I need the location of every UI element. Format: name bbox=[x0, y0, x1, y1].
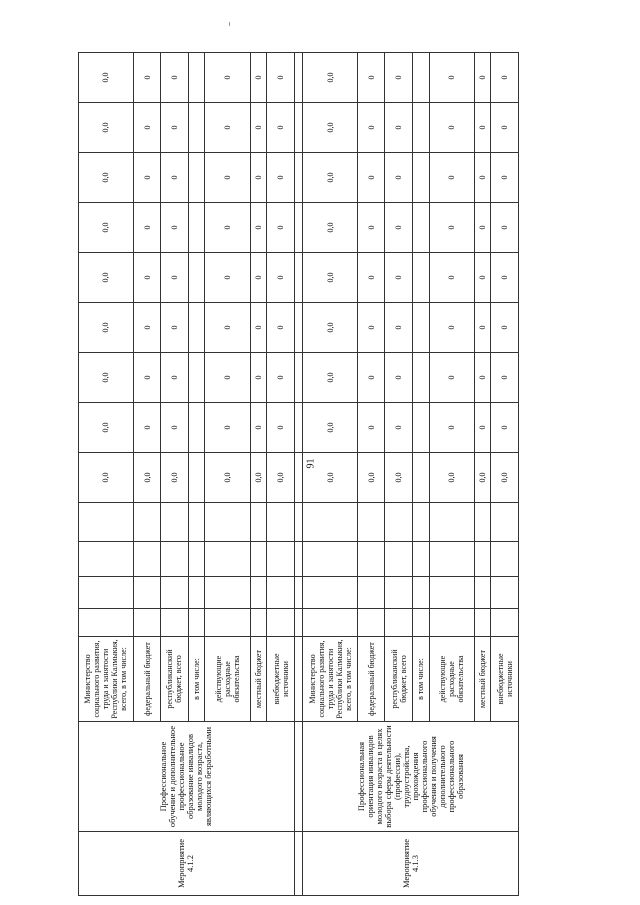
value-cell: 0 bbox=[161, 103, 188, 153]
empty-cell bbox=[79, 577, 134, 609]
empty-cell bbox=[161, 577, 188, 609]
value-cell: 0 bbox=[250, 203, 267, 253]
empty-cell bbox=[303, 577, 358, 609]
value-cell: 0 bbox=[429, 53, 474, 103]
value-cell: 0 bbox=[385, 203, 412, 253]
value-cell: 0 bbox=[161, 53, 188, 103]
value-cell: 0 bbox=[205, 303, 250, 353]
value-cell: 0,0 bbox=[385, 453, 412, 503]
value-cell: 0 bbox=[133, 353, 160, 403]
funding-source: Министерство социального развития, труда и занятости Республики Калмыкия, всего, в том числе: bbox=[303, 637, 358, 722]
empty-cell bbox=[133, 542, 160, 577]
separator-cell bbox=[294, 722, 302, 832]
empty-cell bbox=[133, 609, 160, 637]
value-cell: 0,0 bbox=[491, 453, 519, 503]
empty-cell bbox=[357, 542, 384, 577]
empty-cell bbox=[429, 609, 474, 637]
value-cell: 0 bbox=[250, 253, 267, 303]
value-cell: 0 bbox=[385, 53, 412, 103]
separator-cell bbox=[294, 453, 302, 503]
value-cell: 0 bbox=[357, 303, 384, 353]
value-cell: 0 bbox=[491, 153, 519, 203]
value-cell: 0 bbox=[250, 353, 267, 403]
value-cell: 0 bbox=[250, 153, 267, 203]
value-cell: 0 bbox=[474, 303, 491, 353]
empty-cell bbox=[79, 503, 134, 542]
empty-cell bbox=[250, 577, 267, 609]
value-cell: 0,0 bbox=[303, 453, 358, 503]
empty-cell bbox=[412, 542, 429, 577]
value-cell: 0 bbox=[491, 353, 519, 403]
value-cell: 0 bbox=[474, 103, 491, 153]
empty-cell bbox=[429, 577, 474, 609]
empty-cell bbox=[205, 609, 250, 637]
value-cell: 0 bbox=[385, 253, 412, 303]
empty-cell bbox=[250, 542, 267, 577]
value-cell: 0 bbox=[205, 253, 250, 303]
empty-cell bbox=[412, 609, 429, 637]
value-cell: 0,0 bbox=[250, 453, 267, 503]
value-cell: 0 bbox=[161, 203, 188, 253]
table-row bbox=[79, 53, 134, 896]
empty-cell bbox=[250, 503, 267, 542]
value-cell: 0 bbox=[267, 253, 294, 303]
value-cell bbox=[412, 203, 429, 253]
value-cell bbox=[412, 103, 429, 153]
value-cell bbox=[188, 403, 205, 453]
value-cell: 0 bbox=[385, 353, 412, 403]
value-cell: 0 bbox=[161, 303, 188, 353]
value-cell: 0 bbox=[250, 403, 267, 453]
value-cell bbox=[412, 353, 429, 403]
value-cell: 0 bbox=[267, 203, 294, 253]
empty-cell bbox=[357, 577, 384, 609]
value-cell: 0 bbox=[491, 403, 519, 453]
value-cell: 0 bbox=[161, 353, 188, 403]
value-cell: 0,0 bbox=[79, 253, 134, 303]
value-cell: 0 bbox=[474, 153, 491, 203]
empty-cell bbox=[188, 542, 205, 577]
separator-cell bbox=[294, 253, 302, 303]
value-cell: 0 bbox=[250, 303, 267, 353]
measure-code: Мероприятие 4.1.2 bbox=[79, 832, 295, 896]
value-cell: 0,0 bbox=[267, 453, 294, 503]
value-cell bbox=[188, 353, 205, 403]
value-cell: 0 bbox=[205, 403, 250, 453]
value-cell: 0,0 bbox=[429, 453, 474, 503]
value-cell: 0 bbox=[385, 303, 412, 353]
value-cell: 0 bbox=[205, 153, 250, 203]
empty-cell bbox=[79, 609, 134, 637]
value-cell: 0,0 bbox=[79, 353, 134, 403]
empty-cell bbox=[250, 609, 267, 637]
value-cell: 0,0 bbox=[79, 453, 134, 503]
value-cell: 0,0 bbox=[474, 453, 491, 503]
value-cell: 0 bbox=[205, 353, 250, 403]
empty-cell bbox=[161, 542, 188, 577]
separator-cell bbox=[294, 403, 302, 453]
value-cell: 0,0 bbox=[303, 203, 358, 253]
value-cell: 0,0 bbox=[205, 453, 250, 503]
value-cell: 0 bbox=[357, 103, 384, 153]
empty-cell bbox=[205, 503, 250, 542]
value-cell: 0 bbox=[267, 353, 294, 403]
empty-cell bbox=[161, 503, 188, 542]
value-cell: 0 bbox=[250, 103, 267, 153]
empty-cell bbox=[491, 577, 519, 609]
separator-cell bbox=[294, 53, 302, 103]
value-cell bbox=[188, 203, 205, 253]
measure-name: Профессиональная ориентация инвалидов молодого возраста в целях выбора сферы деятельности (профессии), трудоустройства, прохождения профессионального обучения и получения дополнительного профессионального образования bbox=[303, 722, 519, 832]
empty-cell bbox=[474, 577, 491, 609]
value-cell: 0 bbox=[429, 203, 474, 253]
empty-cell bbox=[474, 503, 491, 542]
funding-source: в том числе: bbox=[188, 637, 205, 722]
value-cell: 0,0 bbox=[303, 353, 358, 403]
value-cell: 0 bbox=[385, 153, 412, 203]
value-cell: 0 bbox=[357, 403, 384, 453]
value-cell: 0,0 bbox=[303, 53, 358, 103]
measure-name: Профессиональное обучение и дополнительное профессиональное образование инвалидов молодого возраста, являющихся безработными bbox=[79, 722, 295, 832]
separator-cell bbox=[294, 577, 302, 609]
funding-source: местный бюджет bbox=[474, 637, 491, 722]
value-cell: 0 bbox=[491, 53, 519, 103]
funding-source: республиканский бюджет, всего bbox=[385, 637, 412, 722]
value-cell bbox=[412, 153, 429, 203]
value-cell bbox=[188, 153, 205, 203]
value-cell: 0 bbox=[161, 153, 188, 203]
value-cell: 0 bbox=[385, 103, 412, 153]
scan-mark bbox=[229, 22, 230, 26]
value-cell bbox=[412, 253, 429, 303]
value-cell bbox=[188, 103, 205, 153]
value-cell bbox=[188, 453, 205, 503]
separator-cell bbox=[294, 637, 302, 722]
value-cell: 0 bbox=[474, 203, 491, 253]
value-cell: 0,0 bbox=[79, 403, 134, 453]
value-cell: 0 bbox=[357, 153, 384, 203]
value-cell: 0 bbox=[267, 53, 294, 103]
value-cell: 0 bbox=[267, 153, 294, 203]
measure-code: Мероприятие 4.1.3 bbox=[303, 832, 519, 896]
empty-cell bbox=[385, 609, 412, 637]
empty-cell bbox=[205, 577, 250, 609]
funding-source: федеральный бюджет bbox=[357, 637, 384, 722]
value-cell: 0 bbox=[429, 153, 474, 203]
value-cell: 0,0 bbox=[79, 303, 134, 353]
value-cell: 0 bbox=[205, 53, 250, 103]
funding-source: Министерство социального развития, труда и занятости Республики Калмыкия, всего, в том числе: bbox=[79, 637, 134, 722]
value-cell: 0 bbox=[385, 403, 412, 453]
value-cell bbox=[188, 253, 205, 303]
funding-source: действующие расходные обязательства bbox=[205, 637, 250, 722]
value-cell: 0,0 bbox=[161, 453, 188, 503]
empty-cell bbox=[133, 503, 160, 542]
value-cell: 0 bbox=[491, 303, 519, 353]
empty-cell bbox=[412, 577, 429, 609]
value-cell bbox=[188, 53, 205, 103]
empty-cell bbox=[303, 503, 358, 542]
value-cell: 0,0 bbox=[303, 153, 358, 203]
empty-cell bbox=[303, 609, 358, 637]
measure-separator bbox=[294, 53, 302, 896]
funding-source: внебюджетные источники bbox=[267, 637, 294, 722]
empty-cell bbox=[385, 542, 412, 577]
value-cell: 0 bbox=[133, 253, 160, 303]
page-number: 91 bbox=[305, 458, 317, 469]
empty-cell bbox=[491, 542, 519, 577]
value-cell: 0 bbox=[357, 353, 384, 403]
value-cell: 0,0 bbox=[303, 103, 358, 153]
separator-cell bbox=[294, 153, 302, 203]
value-cell: 0,0 bbox=[79, 103, 134, 153]
empty-cell bbox=[429, 542, 474, 577]
value-cell: 0 bbox=[133, 103, 160, 153]
value-cell: 0,0 bbox=[303, 303, 358, 353]
value-cell: 0 bbox=[429, 303, 474, 353]
funding-source: внебюджетные источники bbox=[491, 637, 519, 722]
empty-cell bbox=[491, 503, 519, 542]
value-cell: 0 bbox=[267, 103, 294, 153]
separator-cell bbox=[294, 542, 302, 577]
value-cell bbox=[412, 303, 429, 353]
value-cell: 0,0 bbox=[79, 53, 134, 103]
separator-cell bbox=[294, 203, 302, 253]
empty-cell bbox=[267, 542, 294, 577]
value-cell: 0,0 bbox=[303, 403, 358, 453]
empty-cell bbox=[303, 542, 358, 577]
empty-cell bbox=[385, 577, 412, 609]
empty-cell bbox=[412, 503, 429, 542]
value-cell: 0 bbox=[133, 53, 160, 103]
value-cell: 0,0 bbox=[133, 453, 160, 503]
value-cell: 0 bbox=[133, 403, 160, 453]
value-cell: 0 bbox=[357, 203, 384, 253]
empty-cell bbox=[267, 577, 294, 609]
separator-cell bbox=[294, 609, 302, 637]
empty-cell bbox=[385, 503, 412, 542]
empty-cell bbox=[133, 577, 160, 609]
value-cell: 0 bbox=[267, 303, 294, 353]
value-cell: 0 bbox=[429, 403, 474, 453]
value-cell: 0 bbox=[491, 203, 519, 253]
value-cell: 0 bbox=[250, 53, 267, 103]
table-row bbox=[303, 53, 358, 896]
value-cell: 0 bbox=[357, 253, 384, 303]
value-cell: 0 bbox=[491, 253, 519, 303]
funding-source: действующие расходные обязательства bbox=[429, 637, 474, 722]
value-cell: 0,0 bbox=[303, 253, 358, 303]
value-cell: 0 bbox=[429, 253, 474, 303]
separator-cell bbox=[294, 103, 302, 153]
value-cell: 0 bbox=[491, 103, 519, 153]
value-cell bbox=[188, 303, 205, 353]
value-cell: 0 bbox=[161, 403, 188, 453]
empty-cell bbox=[79, 542, 134, 577]
value-cell bbox=[412, 53, 429, 103]
empty-cell bbox=[205, 542, 250, 577]
value-cell: 0 bbox=[357, 53, 384, 103]
value-cell: 0 bbox=[133, 203, 160, 253]
value-cell: 0 bbox=[429, 353, 474, 403]
separator-cell bbox=[294, 303, 302, 353]
value-cell: 0 bbox=[474, 403, 491, 453]
separator-cell bbox=[294, 503, 302, 542]
value-cell: 0,0 bbox=[357, 453, 384, 503]
value-cell: 0 bbox=[205, 103, 250, 153]
empty-cell bbox=[188, 503, 205, 542]
table-body bbox=[79, 53, 519, 896]
funding-source: республиканский бюджет, всего bbox=[161, 637, 188, 722]
value-cell: 0 bbox=[474, 53, 491, 103]
empty-cell bbox=[161, 609, 188, 637]
rotated-table-wrapper bbox=[78, 53, 519, 896]
value-cell: 0 bbox=[429, 103, 474, 153]
separator-cell bbox=[294, 832, 302, 896]
value-cell: 0,0 bbox=[79, 203, 134, 253]
value-cell: 0 bbox=[205, 203, 250, 253]
empty-cell bbox=[357, 609, 384, 637]
funding-source: в том числе: bbox=[412, 637, 429, 722]
value-cell bbox=[412, 453, 429, 503]
empty-cell bbox=[491, 609, 519, 637]
separator-cell bbox=[294, 353, 302, 403]
empty-cell bbox=[188, 609, 205, 637]
funding-source: местный бюджет bbox=[250, 637, 267, 722]
funding-source: федеральный бюджет bbox=[133, 637, 160, 722]
empty-cell bbox=[267, 503, 294, 542]
value-cell: 0 bbox=[267, 403, 294, 453]
value-cell: 0 bbox=[474, 253, 491, 303]
value-cell: 0,0 bbox=[79, 153, 134, 203]
value-cell: 0 bbox=[133, 303, 160, 353]
empty-cell bbox=[474, 609, 491, 637]
empty-cell bbox=[429, 503, 474, 542]
empty-cell bbox=[188, 577, 205, 609]
budget-table bbox=[78, 52, 519, 896]
value-cell: 0 bbox=[161, 253, 188, 303]
value-cell bbox=[412, 403, 429, 453]
value-cell: 0 bbox=[474, 353, 491, 403]
value-cell: 0 bbox=[133, 153, 160, 203]
empty-cell bbox=[474, 542, 491, 577]
empty-cell bbox=[357, 503, 384, 542]
empty-cell bbox=[267, 609, 294, 637]
